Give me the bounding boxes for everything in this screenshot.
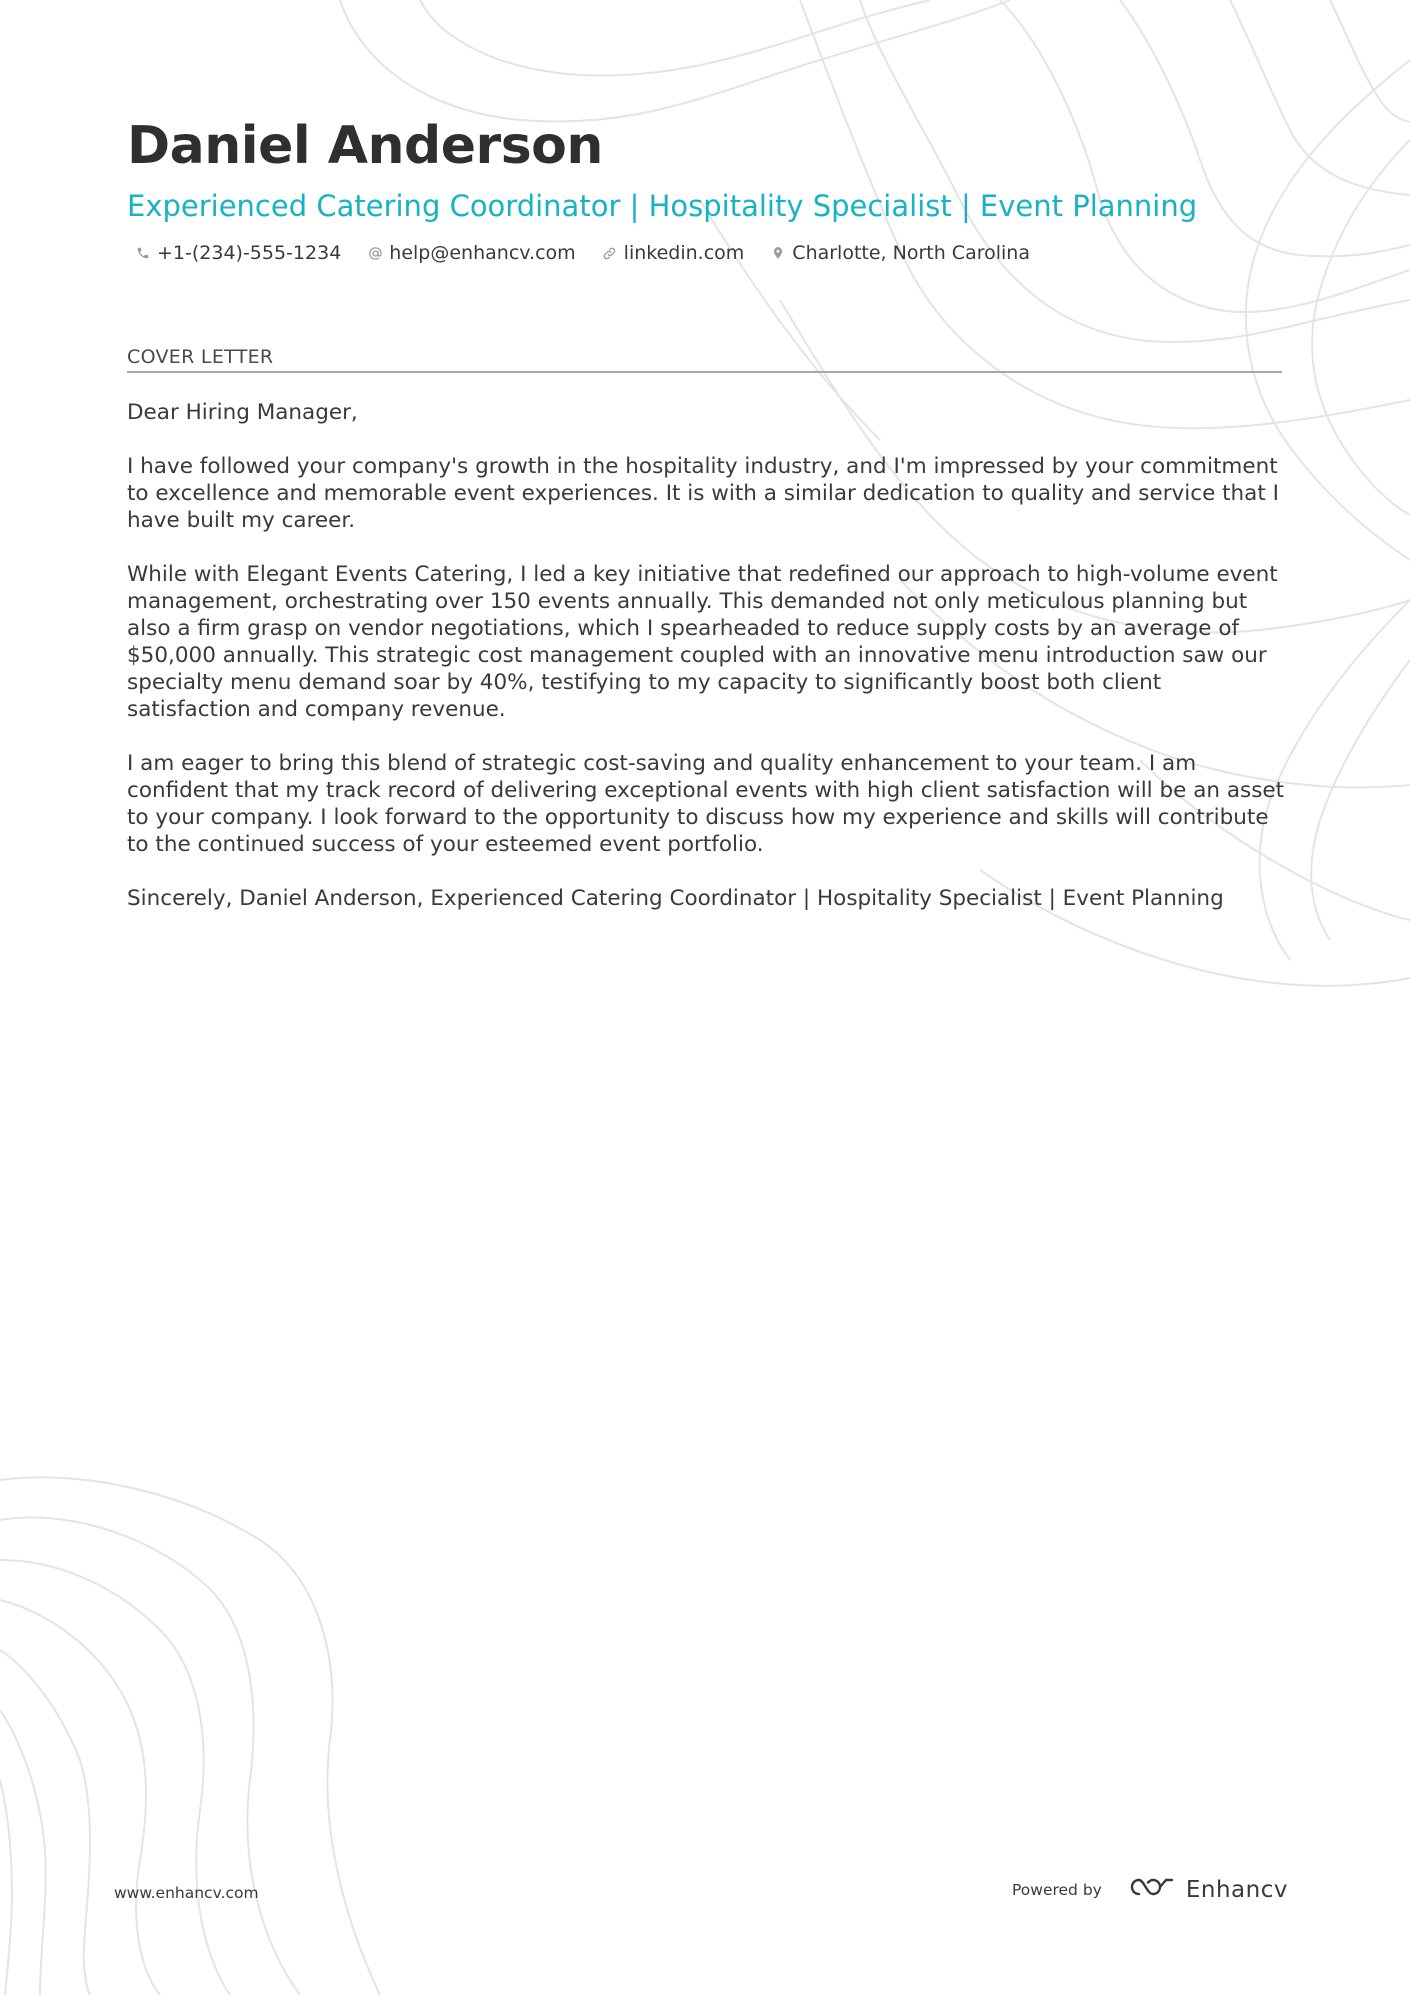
enhancv-logo-icon xyxy=(1128,1875,1176,1904)
link-icon xyxy=(602,245,618,261)
contact-phone-text: +1-(234)-555-1234 xyxy=(157,242,342,264)
contact-location xyxy=(770,242,1030,264)
letter-paragraph: I am eager to bring this blend of strategic cost-saving and quality enhancement to your team. I am confident that my track record of delivering exceptional events with high client satisfaction will be an asset to your company. I look forward to the opportunity to discuss how my experience and skills will contribute to the continued success of your esteemed event portfolio. xyxy=(127,751,1285,857)
phone-icon xyxy=(135,245,151,261)
resume-page xyxy=(127,112,1285,939)
contact-phone[interactable] xyxy=(135,242,341,264)
footer-website-link[interactable]: www.enhancv.com xyxy=(114,1884,259,1902)
footer-branding xyxy=(1012,1875,1288,1904)
powered-by-label: Powered by xyxy=(1012,1880,1102,1899)
section-title-cover-letter: COVER LETTER xyxy=(127,346,1282,373)
contact-location-text: Charlotte, North Carolina xyxy=(792,242,1030,264)
enhancv-brand-name: Enhancv xyxy=(1185,1876,1288,1903)
location-pin-icon xyxy=(770,245,786,261)
cover-letter-body xyxy=(127,399,1287,912)
letter-paragraph: While with Elegant Events Catering, I led a key initiative that redefined our approach to high-volume event management, orchestrating over 150 events annually. This demanded not only meticulous planning but also a firm grasp on vendor negotiations, which I spearheaded to reduce supply costs by an average of $50,000 annually. This strategic cost management coupled with an innovative menu introduction saw our specialty menu demand soar by 40%, testifying to my capacity to significantly boost both client satisfaction and company revenue. xyxy=(127,562,1278,722)
contact-bar xyxy=(127,242,1282,264)
at-icon xyxy=(367,245,383,261)
applicant-name: Daniel Anderson xyxy=(127,116,603,176)
contact-email-text: help@enhancv.com xyxy=(389,242,576,264)
applicant-headline: Experienced Catering Coordinator | Hospitality Specialist | Event Planning xyxy=(127,189,1198,223)
letter-greeting: Dear Hiring Manager, xyxy=(127,400,358,425)
contact-linkedin-text: linkedin.com xyxy=(623,242,745,264)
enhancv-logo[interactable] xyxy=(1128,1875,1288,1904)
contact-linkedin[interactable] xyxy=(602,242,745,264)
letter-closing: Sincerely, Daniel Anderson, Experienced Catering Coordinator | Hospitality Specialist | Event Planning xyxy=(127,886,1224,911)
contact-email[interactable] xyxy=(367,242,575,264)
letter-paragraph: I have followed your company's growth in the hospitality industry, and I'm impressed by your commitment to excellence and memorable event experiences. It is with a similar dedication to quality and service that I have built my career. xyxy=(127,454,1279,533)
